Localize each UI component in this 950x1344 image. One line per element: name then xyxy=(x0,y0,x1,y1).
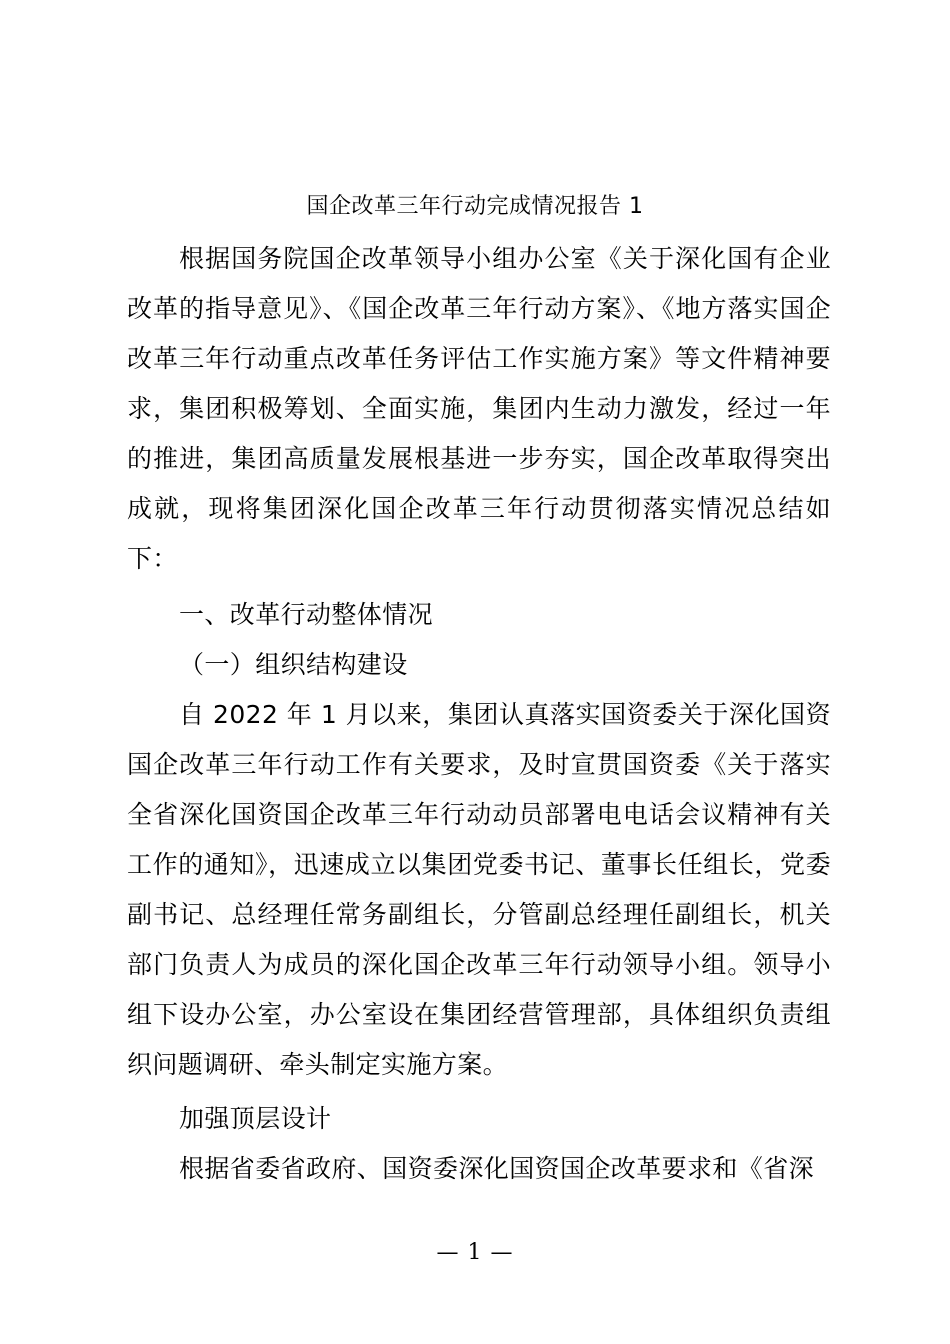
intro-paragraph: 根据国务院国企改革领导小组办公室《关于深化国有企业改革的指导意见》、《国企改革三年行动方案》、《地方落实国企改革三年行动重点改革任务评估工作实施方案》等文件精神要求，集团积极筹划、全面实施，集团内生动力激发，经过一年的推进，集团高质量发展根基进一步夯实，国企改革取得突出成就，现将集团深化国企改革三年行动贯彻落实情况总结如下： xyxy=(127,244,831,573)
subsection-heading-organization: （一）组织结构建设 xyxy=(179,650,408,679)
document-body xyxy=(127,234,831,1194)
document-title: 国企改革三年行动完成情况报告 1 xyxy=(306,194,644,219)
section-heading-overall: 一、改革行动整体情况 xyxy=(179,600,434,629)
organization-paragraph: 自 2022 年 1 月以来，集团认真落实国资委关于深化国资国企改革三年行动工作有关要求，及时宣贯国资委《关于落实全省深化国资国企改革三年行动动员部署电电话会议精神有关工作的通知》，迅速成立以集团党委书记、董事长任组长，党委副书记、总经理任常务副组长，分管副总经理任副组长，机关部门负责人为成员的深化国企改革三年行动领导小组。领导小组下设办公室，办公室设在集团经营管理部，具体组织负责组织问题调研、牵头制定实施方案。 xyxy=(127,700,831,1079)
design-paragraph: 根据省委省政府、国资委深化国资国企改革要求和《省深 xyxy=(179,1154,815,1183)
subheading-top-level-design: 加强顶层设计 xyxy=(179,1104,332,1133)
page-number: — 1 — xyxy=(436,1240,514,1265)
